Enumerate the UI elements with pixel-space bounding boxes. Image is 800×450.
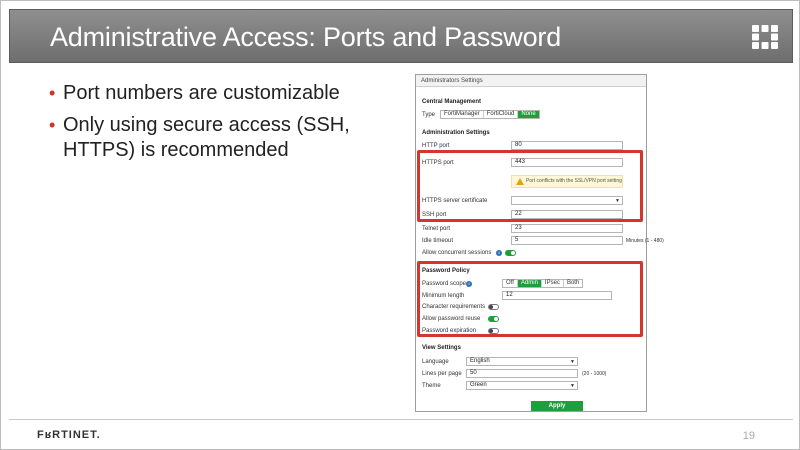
- bullet-item: [49, 81, 379, 106]
- language-select[interactable]: [466, 357, 578, 366]
- toggle-knob: [511, 251, 515, 255]
- chevron-down-icon: ▼: [615, 198, 620, 204]
- language-label: Language: [422, 359, 449, 365]
- chevron-down-icon: ▼: [570, 383, 575, 389]
- https-port-input[interactable]: 443: [511, 158, 623, 167]
- telnet-port-input[interactable]: 23: [511, 224, 623, 233]
- scope-admin[interactable]: Admin: [518, 280, 542, 287]
- password-policy-title: Password Policy: [422, 268, 470, 274]
- https-port-label: HTTPS port: [422, 160, 454, 166]
- theme-select[interactable]: [466, 381, 578, 390]
- bullet-dot-icon: •: [49, 83, 56, 103]
- option-fortimanager[interactable]: FortiManager: [441, 111, 484, 118]
- scope-ipsec[interactable]: IPsec: [542, 280, 564, 287]
- password-reuse-label: Allow password reuse: [422, 316, 481, 322]
- ssh-port-input[interactable]: 22: [511, 210, 623, 219]
- http-port-label: HTTP port: [422, 143, 450, 149]
- bullet-text: Only using secure access (SSH, HTTPS) is recommended: [63, 114, 350, 161]
- min-length-input[interactable]: 12: [502, 291, 612, 300]
- central-management-type-selector: [440, 110, 540, 119]
- lines-per-page-label: Lines per page: [422, 371, 462, 377]
- language-value: English: [470, 358, 490, 364]
- idle-timeout-input[interactable]: 5: [511, 236, 623, 245]
- page-number: 19: [742, 430, 755, 442]
- central-management-title: Central Management: [422, 99, 482, 105]
- highlight-box-password-policy: [417, 261, 643, 337]
- password-expiration-label: Password expiration: [422, 328, 477, 334]
- idle-timeout-unit: Minutes (1 - 480): [626, 238, 664, 244]
- title-bar: [9, 9, 793, 63]
- panel-header: Administrators Settings: [416, 75, 646, 87]
- https-cert-label: HTTPS server certificate: [422, 198, 488, 204]
- view-settings-title: View Settings: [422, 345, 461, 351]
- telnet-port-label: Telnet port: [422, 226, 451, 232]
- footer: [9, 419, 793, 447]
- password-scope-label: Password scope: [422, 281, 467, 287]
- concurrent-sessions-toggle[interactable]: [505, 250, 516, 256]
- char-requirements-label: Character requirements: [422, 304, 486, 310]
- bullet-list: [49, 81, 379, 170]
- lines-per-page-input[interactable]: 50: [466, 369, 578, 378]
- theme-value: Green: [470, 382, 487, 388]
- idle-timeout-label: Idle timeout: [422, 238, 454, 244]
- fortinet-logo: FʁRTINET.: [37, 429, 101, 441]
- option-forticloud[interactable]: FortiCloud: [484, 111, 519, 118]
- http-port-input[interactable]: 80: [511, 141, 623, 150]
- warning-text: Port conflicts with the SSL/VPN port setting: [526, 178, 622, 184]
- slide-title: Administrative Access: Ports and Password: [50, 22, 562, 52]
- bullet-item: [49, 113, 379, 163]
- scope-both[interactable]: Both: [564, 280, 582, 287]
- lines-range: (20 - 1000): [582, 371, 607, 377]
- bullet-dot-icon: •: [49, 115, 56, 135]
- administration-settings-title: Administration Settings: [422, 130, 490, 136]
- apply-button[interactable]: Apply: [531, 401, 583, 411]
- administrators-settings-panel: [415, 74, 664, 412]
- ssh-port-label: SSH port: [422, 212, 447, 218]
- scope-off[interactable]: Off: [503, 280, 518, 287]
- info-icon: i: [496, 250, 502, 256]
- theme-label: Theme: [422, 383, 441, 389]
- chevron-down-icon: ▼: [570, 359, 575, 365]
- type-label: Type: [422, 112, 436, 118]
- highlight-box-ports: [417, 150, 643, 222]
- min-length-label: Minimum length: [422, 293, 465, 299]
- concurrent-sessions-label: Allow concurrent sessions: [422, 250, 492, 256]
- fortinet-grid-icon: [752, 25, 778, 49]
- option-none[interactable]: None: [518, 111, 538, 118]
- info-icon: i: [466, 281, 472, 287]
- bullet-text: Port numbers are customizable: [63, 82, 340, 104]
